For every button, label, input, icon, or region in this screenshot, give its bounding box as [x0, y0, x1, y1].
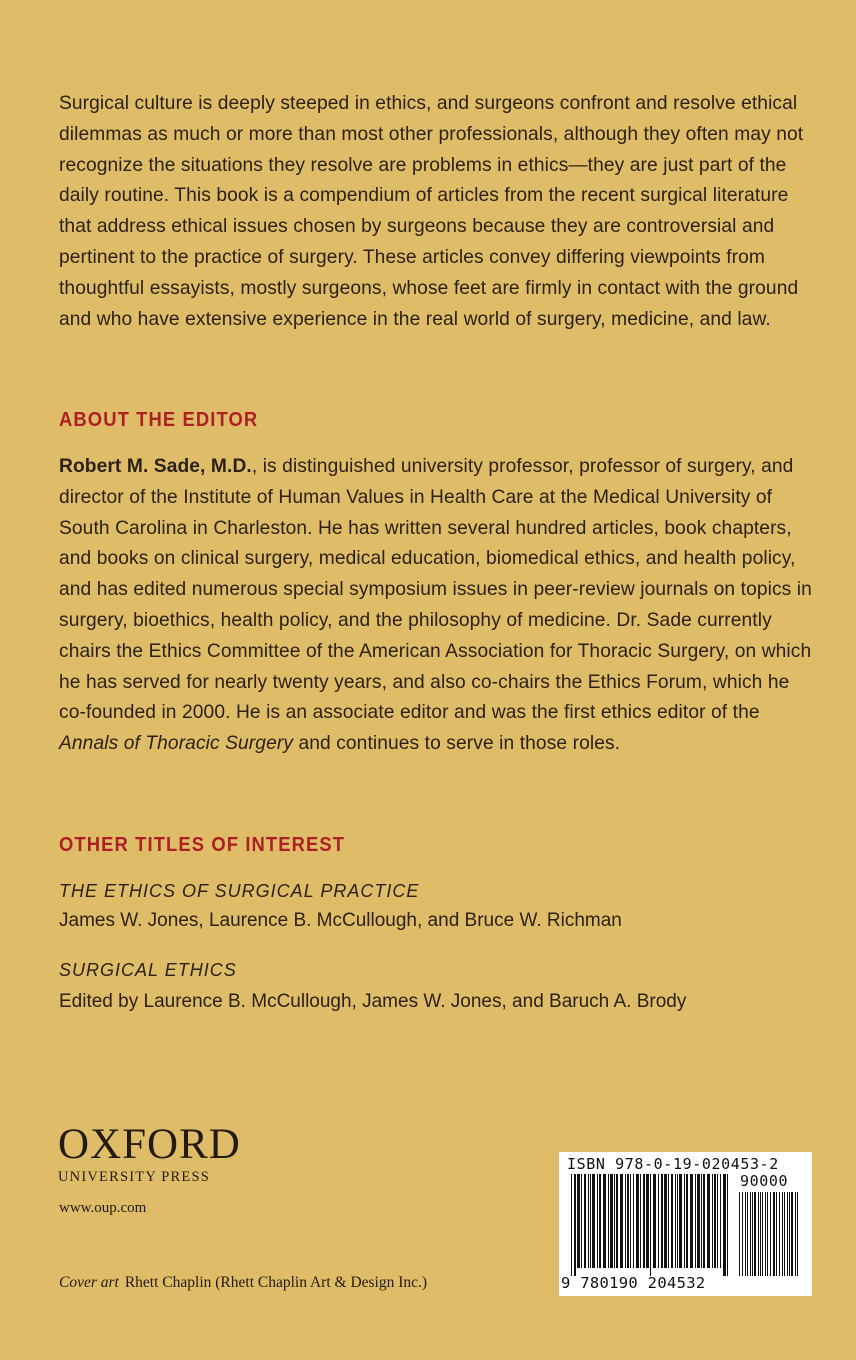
- barcode-bar: [664, 1174, 667, 1268]
- barcode-bar: [675, 1174, 676, 1268]
- ean-barcode-bars: [571, 1174, 731, 1276]
- barcode-bar: [597, 1174, 598, 1268]
- barcode-bar: [760, 1192, 761, 1276]
- barcode-bar: [610, 1174, 613, 1268]
- publisher-url[interactable]: www.oup.com: [59, 1200, 147, 1216]
- barcode-bar: [653, 1174, 656, 1268]
- barcode-bar: [712, 1174, 713, 1268]
- barcode-bar: [758, 1192, 759, 1276]
- publisher-subtitle: UNIVERSITY PRESS: [58, 1169, 211, 1185]
- related-title-authors: Edited by Laurence B. McCullough, James W. Jones, and Baruch A. Brody: [59, 991, 687, 1012]
- barcode-bar: [742, 1192, 743, 1276]
- barcode-bar: [588, 1174, 589, 1268]
- cover-credit-label: Cover art: [59, 1274, 119, 1291]
- other-titles-heading: OTHER TITLES OF INTEREST: [59, 834, 346, 856]
- barcode-bar: [789, 1192, 790, 1276]
- addon-barcode-bars: [739, 1192, 801, 1276]
- barcode-bar: [767, 1192, 768, 1276]
- barcode-bar: [620, 1174, 623, 1268]
- editor-bio-closing: and continues to serve in those roles.: [293, 733, 621, 755]
- barcode-bar: [720, 1174, 721, 1268]
- related-title-authors: James W. Jones, Laurence B. McCullough, and Bruce W. Richman: [59, 910, 622, 931]
- barcode-bar: [784, 1192, 785, 1276]
- barcode-bar: [671, 1174, 673, 1268]
- barcode-bar: [750, 1192, 751, 1276]
- barcode-bar: [765, 1192, 766, 1276]
- barcode-bar: [714, 1174, 716, 1268]
- barcode-bar: [723, 1174, 726, 1276]
- publisher-name: OXFORD: [58, 1121, 241, 1168]
- barcode-bar: [701, 1174, 702, 1268]
- barcode-bar: [627, 1174, 629, 1268]
- barcode-bar: [661, 1174, 663, 1268]
- barcode-bar: [640, 1174, 641, 1268]
- barcode-bar: [770, 1192, 771, 1276]
- barcode-bar: [707, 1174, 710, 1268]
- barcode-bar: [574, 1174, 576, 1276]
- barcode-bar: [797, 1192, 798, 1276]
- price-code: 90000: [740, 1172, 789, 1190]
- barcode-bar: [795, 1192, 796, 1276]
- barcode-bar: [614, 1174, 615, 1268]
- related-title: THE ETHICS OF SURGICAL PRACTICE: [59, 881, 420, 901]
- about-editor-heading: ABOUT THE EDITOR: [59, 409, 259, 431]
- barcode-digits: 9 780190 204532: [561, 1274, 706, 1292]
- barcode-bar: [684, 1174, 685, 1268]
- barcode-bar: [599, 1174, 601, 1268]
- barcode-bar: [658, 1174, 659, 1268]
- barcode-bar: [625, 1174, 626, 1268]
- barcode-bar: [782, 1192, 783, 1276]
- barcode-bar: [754, 1192, 756, 1276]
- journal-title: Annals of Thoracic Surgery: [59, 733, 294, 755]
- editor-bio: [59, 452, 819, 760]
- editor-bio-text: , is distinguished university professor, professor of surgery, and director of the Institute of Human Values in Health Care at the Medical University of South Carolina in Charleston. He has written several hundred articles, book chapters, and books on clinical surgery, medical education, biomedical ethics, and health policy, and has edited numerous special symposium issues in peer-review journals on topics in surgery, bioethics, health policy, and the philosophy of medicine. Dr. Sade currently chairs the Ethics Committee of the American Association for Thoracic Surgery, on which he has served for nearly twenty years, and also co-chairs the Ethics Forum, which he co-founded in 2000. He is an associate editor and was the first ethics editor of the: [59, 456, 812, 724]
- barcode-bar: [717, 1174, 718, 1268]
- barcode-bar: [608, 1174, 609, 1268]
- related-title: SURGICAL ETHICS: [59, 960, 237, 980]
- cover-credit: [59, 1274, 427, 1292]
- isbn-barcode: [559, 1152, 812, 1296]
- barcode-bar: [571, 1174, 572, 1276]
- barcode-bar: [636, 1174, 639, 1268]
- barcode-bar: [630, 1174, 631, 1268]
- isbn-number: ISBN 978-0-19-020453-2: [567, 1155, 779, 1173]
- barcode-bar: [773, 1192, 775, 1276]
- barcode-bar: [745, 1192, 746, 1276]
- barcode-bar: [752, 1192, 753, 1276]
- barcode-bar: [787, 1192, 788, 1276]
- barcode-bar: [697, 1174, 700, 1268]
- barcode-bar: [577, 1174, 580, 1268]
- barcode-bar: [584, 1174, 586, 1268]
- editor-name: Robert M. Sade, M.D.: [59, 456, 252, 477]
- barcode-bar: [679, 1174, 682, 1268]
- barcode-bar: [646, 1174, 649, 1268]
- barcode-bar: [590, 1174, 591, 1268]
- barcode-bar: [739, 1192, 740, 1276]
- barcode-bar: [668, 1174, 669, 1268]
- barcode-bar: [650, 1174, 651, 1276]
- barcode-bar: [703, 1174, 705, 1268]
- barcode-bar: [677, 1174, 678, 1268]
- barcode-bar: [690, 1174, 693, 1268]
- barcode-bar: [643, 1174, 645, 1268]
- barcode-bar: [747, 1192, 748, 1276]
- barcode-bar: [727, 1174, 728, 1276]
- barcode-bar: [581, 1174, 582, 1268]
- barcode-bar: [592, 1174, 595, 1268]
- cover-credit-value: Rhett Chaplin (Rhett Chaplin Art & Design Inc.): [124, 1274, 428, 1291]
- barcode-bar: [791, 1192, 793, 1276]
- barcode-bar: [779, 1192, 780, 1276]
- barcode-bar: [616, 1174, 618, 1268]
- publisher-logo: [58, 1121, 241, 1186]
- barcode-bar: [762, 1192, 763, 1276]
- barcode-bar: [695, 1174, 696, 1268]
- back-cover-description: Surgical culture is deeply steeped in ethics, and surgeons confront and resolve ethical dilemmas as much or more than most other professionals, although they often may not recognize the situations they resolve are problems in ethics—they are just part of the daily routine. This book is a compendium of articles from the recent surgical literature that address ethical issues chosen by surgeons because they are controversial and pertinent to the practice of surgery. These articles convey differing viewpoints from thoughtful essayists, mostly surgeons, whose feet are firmly in contact with the ground and who have extensive experience in the real world of surgery, medicine, and law.: [59, 93, 804, 330]
- barcode-bar: [603, 1174, 606, 1268]
- barcode-bar: [686, 1174, 688, 1268]
- barcode-bar: [776, 1192, 777, 1276]
- barcode-bar: [633, 1174, 634, 1268]
